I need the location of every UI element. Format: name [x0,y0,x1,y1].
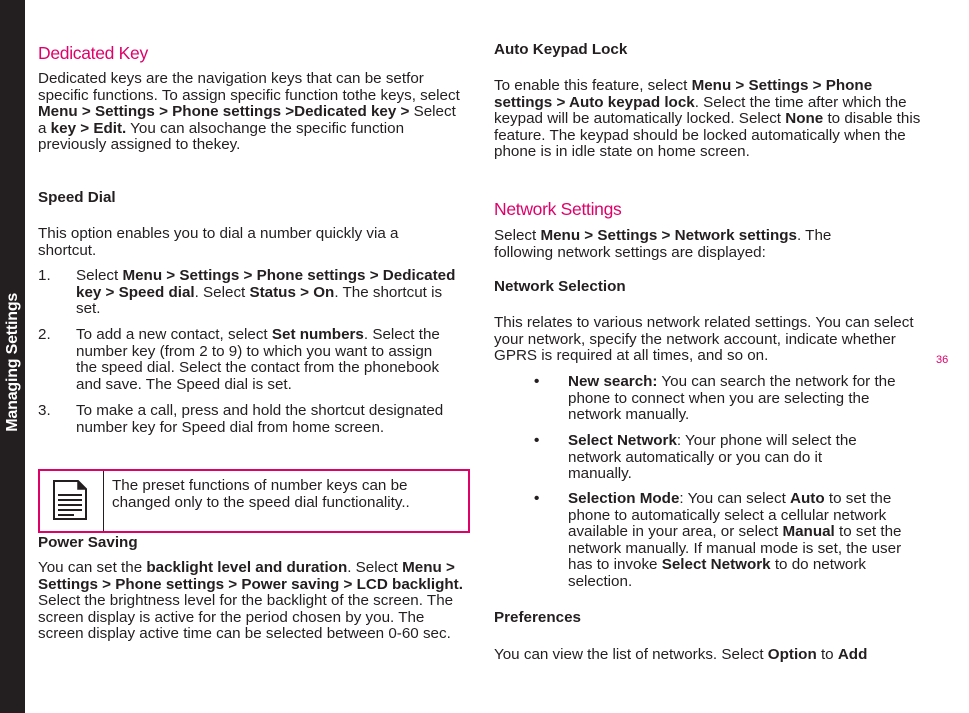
bold-run: Manual [782,523,835,541]
bullet-dot: • [534,432,540,449]
bullet-text: Selection Mode: You can select Auto to set the phone to automatically select a cellular network available in your area, or select Manual to set the network manually. If manual mode is set, the user has to invoke Select Network to do network selection. [568,490,902,590]
bullet-text: New search: You can search the network for the phone to connect when you are selecting the network manually. [568,373,896,424]
note-box [38,469,470,533]
bold-run: Menu > Settings > Phone settings > Auto keypad lock [494,77,873,111]
bold-run: key > Edit. [50,119,127,137]
bold-run: Status > On [249,283,335,301]
step-text: To add a new contact, select Set numbers. Select the number key (from 2 to 9) to which you want to assign the speed dial. Select the contact from the phonebook and save. The Speed dial is set. [76,326,440,393]
bold-run: Menu > Settings > Phone settings > Dedicated key > Speed dial [76,267,456,301]
bullet-dot: • [534,373,540,390]
bold-run: Auto [790,490,825,507]
bold-run: Selection Mode [568,490,680,507]
page-number: 36 [936,354,949,366]
step-number: 3. [38,402,51,419]
network-selection-heading: Network Selection [494,278,626,295]
bold-run: Menu > Settings > Phone settings > Power saving > LCD backlight. [38,559,463,593]
bold-run: Set numbers [271,326,364,343]
step-number: 2. [38,326,51,343]
bold-run: Dedicated key > [294,103,414,121]
power-saving-paragraph: You can set the backlight level and duration. Select Menu > Settings > Phone settings > Power saving > LCD backlight. Select the brightness level for the backlight of the screen. The screen display is active for the period chosen by you. The screen display active time can be selected between 0-60 sec. [38,559,463,643]
sidebar-section-label: Managing Settings [3,293,21,432]
step-number: 1. [38,267,51,284]
note-text: The preset functions of number keys can be changed only to the speed dial functionality.. [112,477,410,511]
network-selection-intro: This relates to various network related settings. You can select your network, specify the network account, indicate whether GPRS is required at all times, and so on. [494,314,914,365]
bold-run: Add [837,646,868,663]
bold-run: Option [767,646,817,663]
step-text: Select Menu > Settings > Phone settings > Dedicated key > Speed dial. Select Status > On. The shortcut is set. [76,267,456,318]
preferences-paragraph: You can view the list of networks. Select Option to Add [494,646,868,663]
note-document-icon [52,479,88,521]
step-text: To make a call, press and hold the shortcut designated number key for Speed dial from home screen. [76,402,444,436]
bold-run: None [785,110,824,128]
auto-keypad-lock-heading: Auto Keypad Lock [494,41,628,58]
bold-run: backlight level and duration [146,559,348,576]
bold-run: Select Network [568,432,677,449]
auto-keypad-lock-paragraph: To enable this feature, select Menu > Settings > Phone settings > Auto keypad lock. Select the time after which the keypad will be automatically locked. Select None to disable this feature. The keypad should be locked automatically when the phone is in idle state on home screen. [494,77,921,161]
bullet-dot: • [534,490,540,507]
speed-dial-heading: Speed Dial [38,189,116,206]
bold-run: New search: [568,373,658,390]
speed-dial-intro: This option enables you to dial a number quickly via a shortcut. [38,225,399,259]
bold-run: Menu > Settings > Phone settings > [38,103,295,121]
section-title-dedicated-key: Dedicated Key [38,43,148,63]
section-title-network-settings: Network Settings [494,199,622,219]
network-settings-paragraph: Select Menu > Settings > Network settings. The following network settings are displayed: [494,227,832,261]
power-saving-heading: Power Saving [38,534,138,551]
preferences-heading: Preferences [494,609,581,626]
bold-run: Menu > Settings > Network settings [540,227,797,244]
bullet-text: Select Network: Your phone will select the network automatically or you can do it manually. [568,432,857,483]
bold-run: Select Network [661,556,771,574]
sidebar-tab [0,0,25,713]
dedicated-key-paragraph: Dedicated keys are the navigation keys that can be setfor specific functions. To assign specific function tothe keys, select Menu > Settings > Phone settings >Dedicated key > Select a key > Edit. You can alsochange the specific function previously assigned to thekey. [38,70,460,154]
